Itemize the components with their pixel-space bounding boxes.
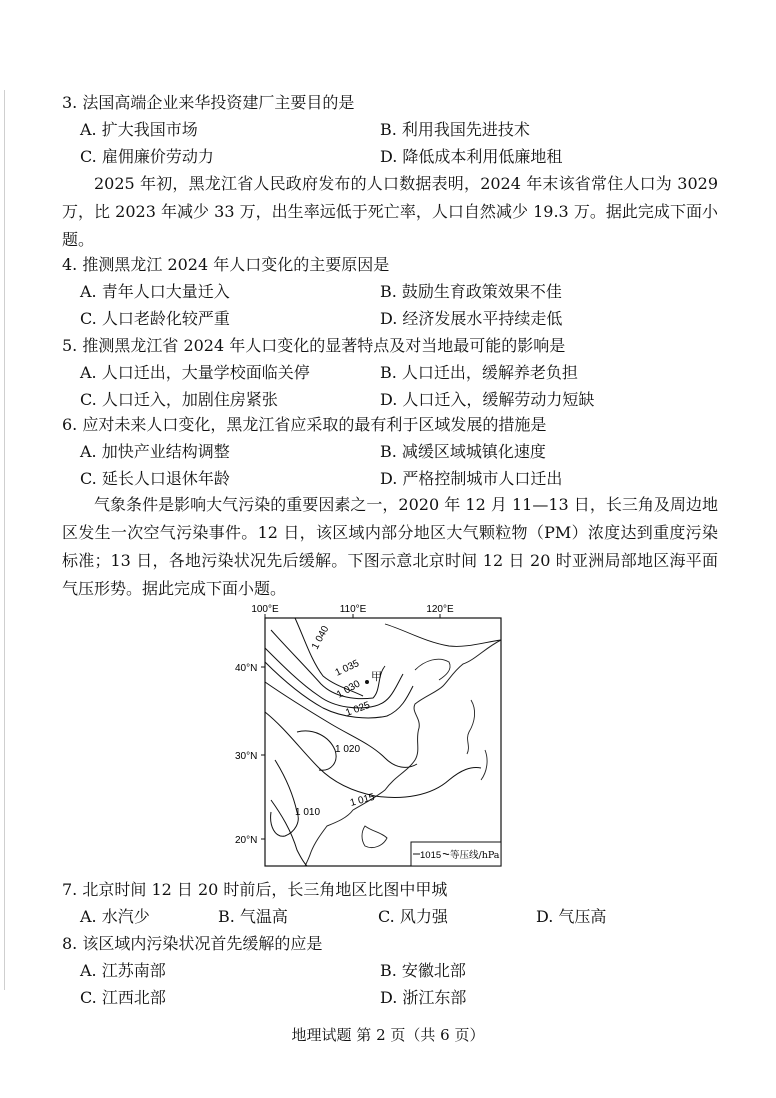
lon-label-120: 120°E	[426, 604, 454, 615]
question-5-option-a: A. 人口迁出，大量学校面临关停	[80, 363, 310, 382]
question-5-option-c: C. 人口迁入，加剧住房紧张	[80, 390, 278, 409]
isobar-label-1015: 1 015	[348, 791, 376, 809]
page-footer: 地理试题 第 2 页（共 6 页）	[291, 1026, 485, 1044]
legend-text: 等压线/hPa	[450, 850, 500, 861]
lat-label-30: 30°N	[235, 751, 258, 762]
question-7-stem: 7. 北京时间 12 日 20 时前后，长三角地区比图中甲城	[62, 880, 448, 899]
lat-label-40: 40°N	[235, 663, 258, 674]
question-3-option-a: A. 扩大我国市场	[80, 120, 198, 139]
isobar-label-1040: 1 040	[309, 624, 332, 652]
sea-level-pressure-map	[235, 600, 515, 872]
question-8-option-a: A. 江苏南部	[80, 961, 166, 980]
question-8-option-d: D. 浙江东部	[380, 988, 467, 1007]
question-4-option-a: A. 青年人口大量迁入	[80, 282, 230, 301]
city-label-jia: 甲	[371, 670, 382, 683]
question-6-option-b: B. 减缓区域城镇化速度	[380, 442, 546, 461]
question-7-option-d: D. 气压高	[536, 907, 607, 926]
lon-label-110: 110°E	[339, 604, 367, 615]
lat-label-20: 20°N	[235, 835, 258, 846]
question-4-option-d: D. 经济发展水平持续走低	[380, 309, 563, 328]
passage-air-pollution: 气象条件是影响大气污染的重要因素之一，2020 年 12 月 11—13 日，长三角及周边地区发生一次空气污染事件。12 日，该区域内部分地区大气颗粒物（PM）浓度达到重度污染标准；13 日，各地污染状况先后缓解。下图示意北京时间 12 日 20 时亚洲局部地区海平面气压形势。据此完成下面小题。	[62, 495, 718, 598]
question-3-option-b: B. 利用我国先进技术	[380, 120, 530, 139]
question-5-option-d: D. 人口迁入，缓解劳动力短缺	[380, 390, 595, 409]
question-4-option-b: B. 鼓励生育政策效果不佳	[380, 282, 562, 301]
isobar-label-1035: 1 035	[333, 658, 361, 679]
question-7-option-b: B. 气温高	[218, 907, 288, 926]
question-7-option-a: A. 水汽少	[80, 907, 150, 926]
question-8-option-c: C. 江西北部	[80, 988, 166, 1007]
lon-label-100: 100°E	[251, 604, 279, 615]
question-6-option-a: A. 加快产业结构调整	[80, 442, 230, 461]
question-3-option-c: C. 雇佣廉价劳动力	[80, 147, 214, 166]
question-6-option-c: C. 延长人口退休年龄	[80, 469, 230, 488]
question-4-option-c: C. 人口老龄化较严重	[80, 309, 230, 328]
isobar-label-1030: 1 030	[335, 678, 363, 701]
question-4-stem: 4. 推测黑龙江 2024 年人口变化的主要原因是	[62, 255, 390, 274]
map-frame	[265, 618, 501, 866]
city-marker	[365, 680, 369, 684]
question-3-stem: 3. 法国高端企业来华投资建厂主要目的是	[62, 93, 355, 112]
legend-value: 1015	[420, 850, 442, 861]
isobar-label-1025: 1 025	[344, 699, 372, 719]
question-6-stem: 6. 应对未来人口变化，黑龙江省应采取的最有利于区域发展的措施是	[62, 415, 547, 434]
isobar-label-1020: 1 020	[335, 744, 361, 755]
question-6-option-d: D. 严格控制城市人口迁出	[380, 469, 563, 488]
question-8-stem: 8. 该区域内污染状况首先缓解的应是	[62, 934, 323, 953]
question-3-option-d: D. 降低成本利用低廉地租	[380, 147, 563, 166]
isobar-label-1010: 1 010	[295, 807, 321, 818]
question-5-stem: 5. 推测黑龙江省 2024 年人口变化的显著特点及对当地最可能的影响是	[62, 336, 566, 355]
passage-population: 2025 年初，黑龙江省人民政府发布的人口数据表明，2024 年末该省常住人口为 3029 万，比 2023 年减少 33 万，出生率远低于死亡率，人口自然减少 19.3 万。据此完成下面小题。	[62, 174, 718, 249]
question-5-option-b: B. 人口迁出，缓解养老负担	[380, 363, 578, 382]
question-7-option-c: C. 风力强	[378, 907, 448, 926]
question-8-option-b: B. 安徽北部	[380, 961, 466, 980]
